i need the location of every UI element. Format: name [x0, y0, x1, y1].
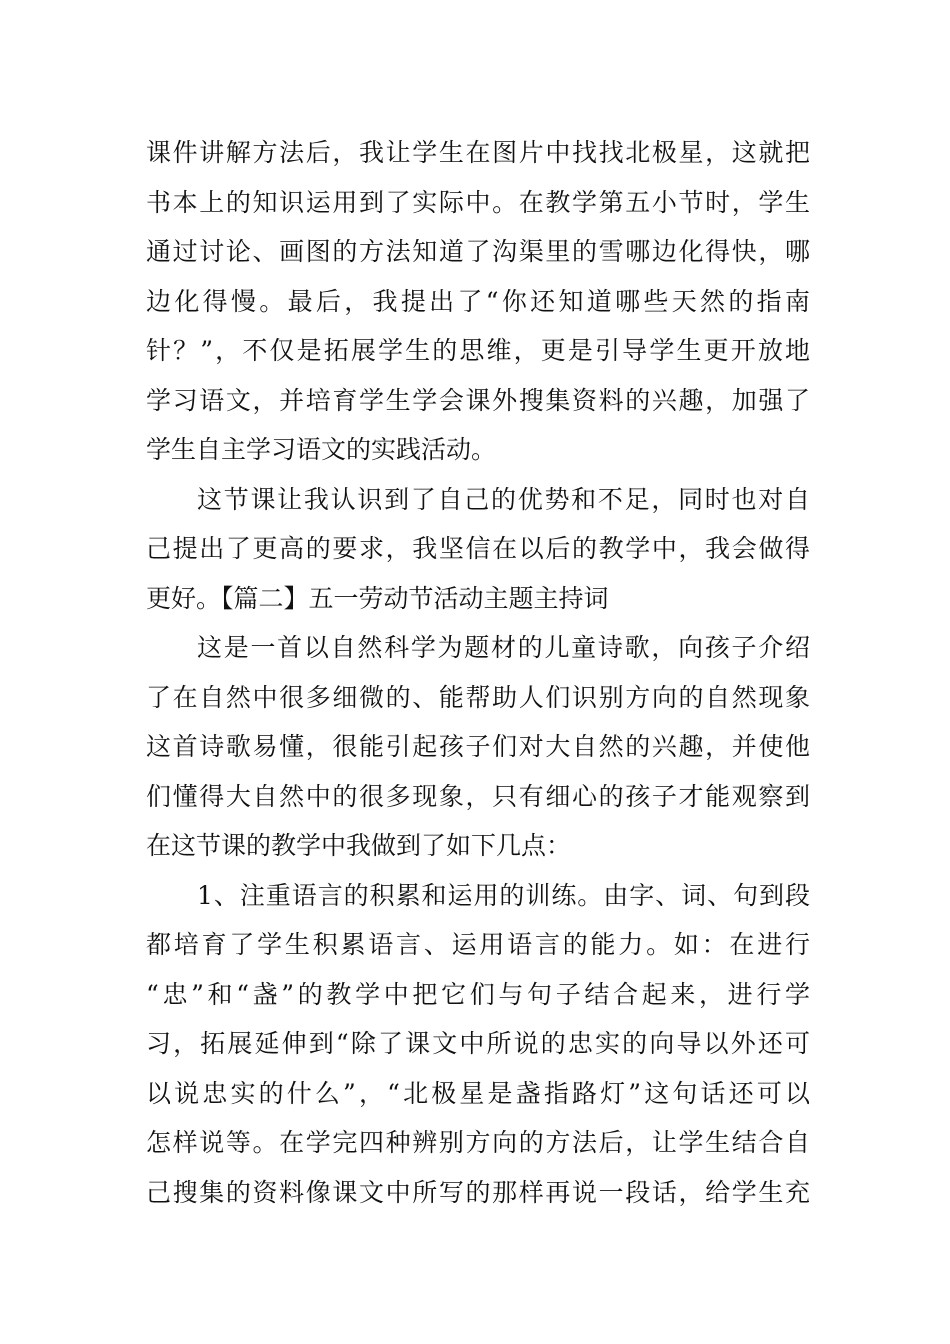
text-line: 都培育了学生积累语言、运用语言的能力。如：在进行 — [146, 930, 810, 959]
document-body — [146, 128, 810, 1217]
text-line: 边化得慢。最后，我提出了“你还知道哪些天然的指南 — [146, 286, 810, 316]
text-line: 了在自然中很多细微的、能帮助人们识别方向的自然现象 — [146, 682, 810, 712]
text-line: 己搜集的资料像课文中所写的那样再说一段话，给学生充 — [146, 1177, 810, 1207]
text-line: 怎样说等。在学完四种辨别方向的方法后，让学生结合自 — [146, 1128, 810, 1157]
text-line: “忠”和“盏”的教学中把它们与句子结合起来，进行学 — [146, 979, 810, 1009]
text-line: 习，拓展延伸到“除了课文中所说的忠实的向导以外还可 — [146, 1029, 810, 1058]
text-line: 课件讲解方法后，我让学生在图片中找找北极星，这就把 — [146, 138, 810, 167]
text-line: 在这节课的教学中我做到了如下几点： — [146, 831, 572, 860]
text-line: 学习语文，并培育学生学会课外搜集资料的兴趣，加强了 — [146, 385, 810, 415]
text-line: 针？”，不仅是拓展学生的思维，更是引导学生更开放地 — [146, 336, 810, 365]
text-line: 己提出了更高的要求，我坚信在以后的教学中，我会做得 — [146, 534, 810, 563]
text-line: 1、注重语言的积累和运用的训练。由字、词、句到段 — [197, 880, 810, 910]
text-line: 通过讨论、画图的方法知道了沟渠里的雪哪边化得快，哪 — [146, 237, 810, 266]
text-line: 们懂得大自然中的很多现象，只有细心的孩子才能观察到 — [146, 781, 810, 811]
text-line: 学生自主学习语文的实践活动。 — [146, 435, 497, 464]
text-line: 书本上的知识运用到了实际中。在教学第五小节时，学生 — [146, 187, 810, 217]
text-line: 这节课让我认识到了自己的优势和不足，同时也对自 — [197, 484, 810, 514]
text-line: 这首诗歌易懂，很能引起孩子们对大自然的兴趣，并使他 — [146, 732, 810, 761]
text-line: 这是一首以自然科学为题材的儿童诗歌，向孩子介绍 — [197, 633, 810, 662]
text-line: 更好。【篇二】五一劳动节活动主题主持词 — [146, 583, 609, 613]
text-line: 以说忠实的什么”，“北极星是盏指路灯”这句话还可以 — [146, 1078, 810, 1108]
